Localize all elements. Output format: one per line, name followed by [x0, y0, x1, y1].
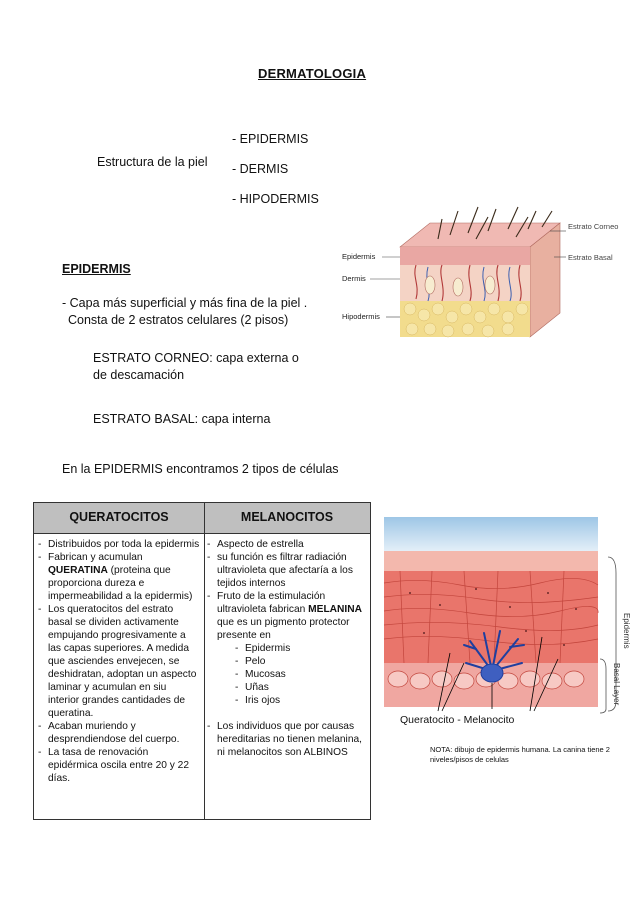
epidermis-desc-line2: Consta de 2 estratos celulares (2 pisos): [68, 313, 289, 327]
epidermis-heading: EPIDERMIS: [62, 262, 131, 276]
skin-layers-list: [232, 124, 319, 214]
list-item: - Fruto de la estimulación ultravioleta fabrican MELANINA que es un pigmento protector presente en: [207, 590, 367, 642]
table-header: [34, 503, 370, 534]
header-queratocitos: QUERATOCITOS: [69, 510, 169, 524]
sub-item-mucosas: - Mucosas: [207, 668, 367, 681]
sub-item-unas: - Uñas: [207, 681, 367, 694]
list-item: - La tasa de renovación epidérmica oscila entre 20 y 22 días.: [38, 746, 200, 785]
structure-label: Estructura de la piel: [97, 155, 208, 169]
estrato-basal-text: ESTRATO BASAL: capa interna: [93, 412, 271, 426]
epidermis-description: [62, 295, 332, 329]
skin-label-dermis: Dermis: [342, 274, 366, 283]
skin-label-basal: Estrato Basal: [568, 253, 613, 262]
cell-types-table: [33, 502, 371, 820]
skin-label-corneo: Estrato Corneo: [568, 222, 619, 231]
skin-label-hipodermis: Hipodermis: [342, 312, 380, 321]
side-label-epidermis: Epidermis: [622, 613, 631, 649]
skin-cross-section-illustration: [338, 205, 630, 343]
layer-dermis: - DERMIS: [232, 162, 289, 176]
page-title: DERMATOLOGIA: [258, 66, 367, 81]
list-item: - Aspecto de estrella: [207, 538, 367, 551]
cells-intro: En la EPIDERMIS encontramos 2 tipos de células: [62, 462, 339, 476]
sub-item-iris: - Iris ojos: [207, 694, 367, 707]
queratocitos-column: [38, 538, 200, 785]
melanina-keyword: MELANINA: [308, 604, 362, 615]
sub-item-pelo: - Pelo: [207, 655, 367, 668]
estrato-corneo-text: ESTRATO CORNEO: capa externa o de descamación: [93, 351, 299, 382]
melanocitos-column: [207, 538, 367, 759]
drawing-note: NOTA: dibujo de epidermis humana. La canina tiene 2 niveles/pisos de celulas: [430, 745, 610, 764]
epidermis-drawing: [380, 513, 630, 725]
list-item: - Los queratocitos del estrato basal se dividen activamente empujando progresivamente a las capas superiores. A medida que asciendes envejecen, se deshidratan, adoptan un aspecto laminar y acumulan en siu interior grandes cantidades de queratina.: [38, 603, 200, 720]
queratocito-melanocito-caption: Queratocito - Melanocito: [397, 713, 517, 727]
column-divider: [204, 503, 205, 819]
header-melanocitos: MELANOCITOS: [240, 510, 334, 524]
list-item: - Distribuidos por toda la epidermis: [38, 538, 200, 551]
layer-epidermis: - EPIDERMIS: [232, 132, 309, 146]
list-item: - Fabrican y acumulan QUERATINA (proteina que proporciona dureza e impermeabilidad a la epidermis): [38, 551, 200, 603]
albinos-note: - Los individuos que por causas hereditarias no tienen melanina, ni melanocitos son ALBINOS: [207, 720, 367, 759]
layer-hipodermis: - HIPODERMIS: [232, 192, 319, 206]
epidermis-desc-line1: - Capa más superficial y más fina de la piel .: [62, 296, 308, 310]
side-label-basal-layer: Basal Layer: [612, 663, 621, 706]
list-item: - Acaban muriendo y desprendiendose del cuerpo.: [38, 720, 200, 746]
skin-label-epidermis: Epidermis: [342, 252, 376, 261]
sub-item-epidermis: - Epidermis: [207, 642, 367, 655]
list-item: - su función es filtrar radiación ultravioleta que afectaría a los tejidos internos: [207, 551, 367, 590]
queratina-keyword: QUERATINA: [48, 565, 108, 576]
